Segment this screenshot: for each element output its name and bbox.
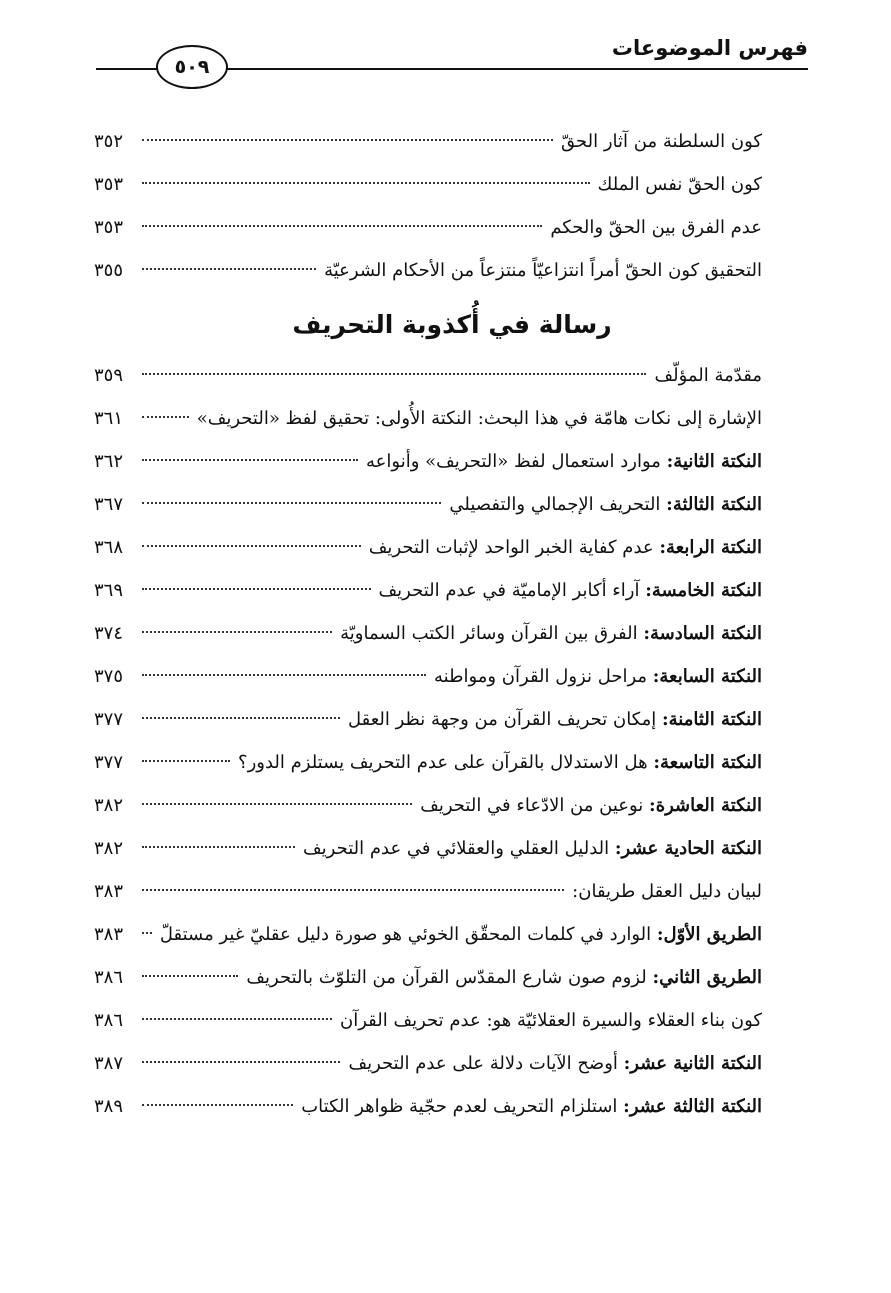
toc-entry-prefix: النكتة الثانية عشر: bbox=[623, 1053, 762, 1074]
toc-entry-prefix: النكتة الثامنة: bbox=[662, 709, 762, 730]
toc-entry-title-wrap bbox=[340, 612, 762, 655]
toc-entry-prefix: النكتة الخامسة: bbox=[645, 580, 762, 601]
toc-entry-prefix: الطريق الثاني: bbox=[652, 967, 762, 988]
toc-entry bbox=[94, 120, 762, 163]
toc-entry-title-wrap bbox=[348, 698, 762, 741]
toc-group-2 bbox=[94, 354, 762, 1128]
dot-leader bbox=[142, 502, 441, 504]
dot-leader bbox=[142, 1018, 332, 1020]
toc-entry-page: ٣٧٤ bbox=[94, 623, 124, 644]
toc-entry bbox=[94, 249, 762, 292]
toc-entry-title: التحقيق كون الحقّ أمراً انتزاعيّاً منتزعاً من الأحكام الشرعيّة bbox=[324, 260, 762, 281]
toc-entry-title: عدم كفاية الخبر الواحد لإثبات التحريف bbox=[368, 537, 654, 558]
dot-leader bbox=[142, 717, 340, 719]
toc-entry bbox=[94, 1042, 762, 1085]
toc-entry-page: ٣٨٩ bbox=[94, 1096, 124, 1117]
toc-entry-prefix: النكتة الثالثة: bbox=[666, 494, 762, 515]
toc-entry-title-wrap bbox=[449, 483, 762, 526]
toc-entry-page: ٣٧٧ bbox=[94, 752, 124, 773]
dot-leader bbox=[142, 846, 295, 848]
toc-entry-page: ٣٧٥ bbox=[94, 666, 124, 687]
toc-entry-title-wrap bbox=[340, 999, 762, 1042]
toc-entry-title-wrap bbox=[366, 440, 762, 483]
dot-leader bbox=[142, 889, 564, 891]
dot-leader bbox=[142, 545, 361, 547]
dot-leader bbox=[142, 416, 189, 418]
toc-entry-page: ٣٥٣ bbox=[94, 217, 124, 238]
dot-leader bbox=[142, 932, 152, 934]
dot-leader bbox=[142, 182, 590, 184]
toc-entry-page: ٣٨٣ bbox=[94, 881, 124, 902]
toc-entry-page: ٣٦٢ bbox=[94, 451, 124, 472]
toc-entry bbox=[94, 354, 762, 397]
dot-leader bbox=[142, 268, 316, 270]
toc-entry bbox=[94, 956, 762, 999]
toc-entry-prefix: النكتة السابعة: bbox=[652, 666, 762, 687]
section-heading: رسالة في أُكذوبة التحريف bbox=[292, 310, 612, 339]
toc-entry-title-wrap bbox=[348, 1042, 762, 1085]
toc-entry-title-wrap bbox=[301, 1085, 762, 1128]
toc-entry bbox=[94, 741, 762, 784]
toc-entry-title: الوارد في كلمات المحقّق الخوئي هو صورة دليل عقليّ غير مستقلّ bbox=[159, 924, 652, 945]
toc-entry bbox=[94, 698, 762, 741]
toc-entry-prefix: النكتة الحادية عشر: bbox=[614, 838, 762, 859]
toc-entry-title: عدم الفرق بين الحقّ والحكم bbox=[550, 217, 762, 238]
toc-entry-title: كون بناء العقلاء والسيرة العقلائيّة هو: عدم تحريف القرآن bbox=[340, 1010, 762, 1031]
toc-entry-title-wrap bbox=[303, 827, 762, 870]
toc-entry-page: ٣٨٢ bbox=[94, 838, 124, 859]
page-number-badge: ٥٠٩ bbox=[156, 45, 228, 89]
toc-entry-title: مراحل نزول القرآن ومواطنه bbox=[434, 666, 648, 687]
toc-entry-title: إمكان تحريف القرآن من وجهة نظر العقل bbox=[347, 709, 657, 730]
dot-leader bbox=[142, 459, 358, 461]
toc-entry-title-wrap bbox=[160, 913, 762, 956]
toc-entry-page: ٣٦٨ bbox=[94, 537, 124, 558]
dot-leader bbox=[142, 760, 230, 762]
toc-entry bbox=[94, 784, 762, 827]
toc-entry bbox=[94, 870, 762, 913]
toc-entry-title: مقدّمة المؤلّف bbox=[654, 365, 762, 386]
toc-entry bbox=[94, 612, 762, 655]
toc-entry-title-wrap bbox=[246, 956, 762, 999]
toc-entry-prefix: النكتة الثالثة عشر: bbox=[623, 1096, 762, 1117]
toc-entry-page: ٣٦٩ bbox=[94, 580, 124, 601]
toc-entry-title: الدليل العقلي والعقلائي في عدم التحريف bbox=[303, 838, 610, 859]
toc-entry-page: ٣٦١ bbox=[94, 408, 124, 429]
dot-leader bbox=[142, 803, 412, 805]
toc-entry-title: لبيان دليل العقل طريقان: bbox=[572, 881, 762, 902]
dot-leader bbox=[142, 139, 553, 141]
toc-entry-title: الإشارة إلى نكات هامّة في هذا البحث: النكتة الأُولى: تحقيق لفظ «التحريف» bbox=[196, 408, 762, 429]
toc-entry-page: ٣٥٣ bbox=[94, 174, 124, 195]
toc-entry-page: ٣٧٧ bbox=[94, 709, 124, 730]
dot-leader bbox=[142, 225, 542, 227]
toc-entry-prefix: النكتة السادسة: bbox=[643, 623, 762, 644]
toc-group-1 bbox=[94, 120, 762, 292]
toc-entry-prefix: النكتة التاسعة: bbox=[653, 752, 762, 773]
toc-entry-page: ٣٦٧ bbox=[94, 494, 124, 515]
toc-entry bbox=[94, 827, 762, 870]
toc-entry bbox=[94, 526, 762, 569]
dot-leader bbox=[142, 588, 371, 590]
toc-entry-title: لزوم صون شارع المقدّس القرآن من التلوّث بالتحريف bbox=[246, 967, 647, 988]
toc-entry bbox=[94, 655, 762, 698]
dot-leader bbox=[142, 631, 332, 633]
toc-entry-prefix: النكتة الثانية: bbox=[666, 451, 762, 472]
toc-entry-title-wrap bbox=[369, 526, 762, 569]
dot-leader bbox=[142, 373, 646, 375]
toc-entry-prefix: النكتة الرابعة: bbox=[659, 537, 762, 558]
toc-entry-title: نوعين من الادّعاء في التحريف bbox=[420, 795, 644, 816]
dot-leader bbox=[142, 975, 238, 977]
toc-entry-page: ٣٥٩ bbox=[94, 365, 124, 386]
toc-entry bbox=[94, 397, 762, 440]
toc-entry bbox=[94, 206, 762, 249]
toc-entry-page: ٣٨٢ bbox=[94, 795, 124, 816]
toc-entry-page: ٣٥٥ bbox=[94, 260, 124, 281]
toc-entry-title-wrap bbox=[434, 655, 762, 698]
toc-entry bbox=[94, 483, 762, 526]
toc-entry-title-wrap bbox=[197, 397, 762, 440]
toc-entry-title-wrap bbox=[379, 569, 762, 612]
toc-entry-title: كون الحقّ نفس الملك bbox=[597, 174, 762, 195]
toc-entry-page: ٣٨٦ bbox=[94, 967, 124, 988]
toc-entry-title: كون السلطنة من آثار الحقّ bbox=[561, 131, 762, 152]
toc-entry bbox=[94, 163, 762, 206]
toc-entry-title: آراء أكابر الإماميّة في عدم التحريف bbox=[378, 580, 640, 601]
toc-entry-title: موارد استعمال لفظ «التحريف» وأنواعه bbox=[366, 451, 661, 472]
toc-entry-title: التحريف الإجمالي والتفصيلي bbox=[449, 494, 661, 515]
toc-entry bbox=[94, 1085, 762, 1128]
toc-entry-title: استلزام التحريف لعدم حجّية ظواهر الكتاب bbox=[301, 1096, 618, 1117]
toc-entry-title-wrap bbox=[420, 784, 762, 827]
toc-entry-prefix: الطريق الأوّل: bbox=[656, 924, 762, 945]
toc-entry-title-wrap bbox=[238, 741, 762, 784]
toc-entry bbox=[94, 999, 762, 1042]
toc-entry-title: هل الاستدلال بالقرآن على عدم التحريف يستلزم الدور؟ bbox=[238, 752, 648, 773]
toc-entry-title-wrap bbox=[572, 870, 762, 913]
toc-entry-title: الفرق بين القرآن وسائر الكتب السماويّة bbox=[340, 623, 638, 644]
toc-entry-page: ٣٨٣ bbox=[94, 924, 124, 945]
toc-entry bbox=[94, 569, 762, 612]
running-header bbox=[96, 28, 808, 78]
dot-leader bbox=[142, 1104, 293, 1106]
toc-entry-page: ٣٨٦ bbox=[94, 1010, 124, 1031]
toc-entry-title-wrap bbox=[654, 354, 762, 397]
toc-entry bbox=[94, 913, 762, 956]
toc-entry-prefix: النكتة العاشرة: bbox=[649, 795, 762, 816]
toc-entry bbox=[94, 440, 762, 483]
toc-entry-title: أوضح الآيات دلالة على عدم التحريف bbox=[348, 1053, 618, 1074]
toc-entry-page: ٣٨٧ bbox=[94, 1053, 124, 1074]
header-title: فهرس الموضوعات bbox=[604, 36, 808, 60]
dot-leader bbox=[142, 674, 426, 676]
toc-entry-page: ٣٥٢ bbox=[94, 131, 124, 152]
dot-leader bbox=[142, 1061, 340, 1063]
